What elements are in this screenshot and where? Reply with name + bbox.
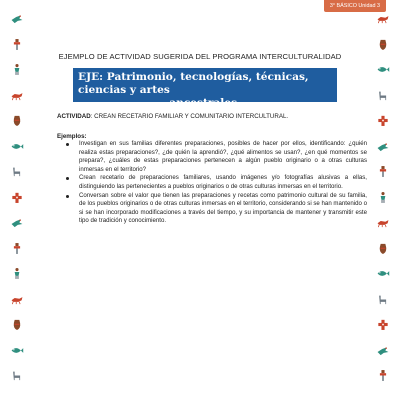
vessel-motif-icon	[10, 114, 24, 127]
cross-motif-icon	[376, 114, 390, 127]
bird-motif-icon	[10, 216, 24, 229]
unit-badge: 3° BÁSICO Unidad 3	[324, 0, 386, 12]
list-item: Investigan en sus familias diferentes preparaciones, posibles de hacer por ellos, identificando: ¿quién realiza estas preparaciones?, ¿de quién la aprendió?, ¿qué alimentos se usan?, ¿en qué momentos se prepara?, ¿cuáles de estas preparaciones pertenecen a algún pueblo originario o a otras culturas inmersas en el territorio?	[79, 140, 367, 173]
totem-motif-icon	[10, 242, 24, 255]
activity-label: ACTIVIDAD	[57, 113, 91, 120]
llama-motif-icon	[10, 369, 24, 382]
figure-motif-icon	[376, 191, 390, 204]
llama-motif-icon	[376, 89, 390, 102]
fish-motif-icon	[10, 344, 24, 357]
cross-motif-icon	[376, 318, 390, 331]
fish-motif-icon	[10, 140, 24, 153]
vessel-motif-icon	[376, 242, 390, 255]
fish-motif-icon	[376, 267, 390, 280]
right-decorative-border	[374, 12, 392, 395]
axis-title-line1: EJE: Patrimonio, tecnologías, técnicas, ciencias y artes	[78, 71, 309, 96]
bird-motif-icon	[376, 140, 390, 153]
left-decorative-border	[8, 12, 26, 395]
list-item: Conversan sobre el valor que tienen las preparaciones y recetas como patrimonio cultural de su familia, de los pueblos originarios o de otras culturas inmersas en el territorio, considerando si se han mantenido o si se han incorporado modificaciones a través del tiempo, y su importancia de mantener y transmitir este tipo de tradición y conocimiento.	[79, 191, 367, 225]
fox-motif-icon	[376, 12, 390, 25]
examples-heading: Ejemplos:	[57, 133, 87, 140]
totem-motif-icon	[376, 165, 390, 178]
list-item: Crean recetario de preparaciones familiares, usando imágenes y/o fotografías alusivas a ellas, distinguiendo las pertenecientes a pueblos originarios o de otras culturas inmersas en el territorio.	[79, 174, 367, 190]
activity-line	[57, 113, 357, 120]
llama-motif-icon	[376, 293, 390, 306]
figure-motif-icon	[10, 63, 24, 76]
axis-banner	[73, 68, 337, 109]
vessel-motif-icon	[10, 318, 24, 331]
totem-motif-icon	[10, 38, 24, 51]
bird-motif-icon	[10, 12, 24, 25]
vessel-motif-icon	[376, 38, 390, 51]
fox-motif-icon	[10, 89, 24, 102]
axis-title-line2: ancestrales.	[169, 97, 241, 109]
activity-text: : CREAN RECETARIO FAMILIAR Y COMUNITARIO INTERCULTURAL.	[90, 113, 289, 120]
fox-motif-icon	[10, 293, 24, 306]
page-title: EJEMPLO DE ACTIVIDAD SUGERIDA DEL PROGRAMA INTERCULTURALIDAD	[58, 52, 342, 61]
totem-motif-icon	[376, 369, 390, 382]
fox-motif-icon	[376, 216, 390, 229]
cross-motif-icon	[10, 191, 24, 204]
llama-motif-icon	[10, 165, 24, 178]
bird-motif-icon	[376, 344, 390, 357]
fish-motif-icon	[376, 63, 390, 76]
examples-list	[57, 140, 367, 226]
figure-motif-icon	[10, 267, 24, 280]
